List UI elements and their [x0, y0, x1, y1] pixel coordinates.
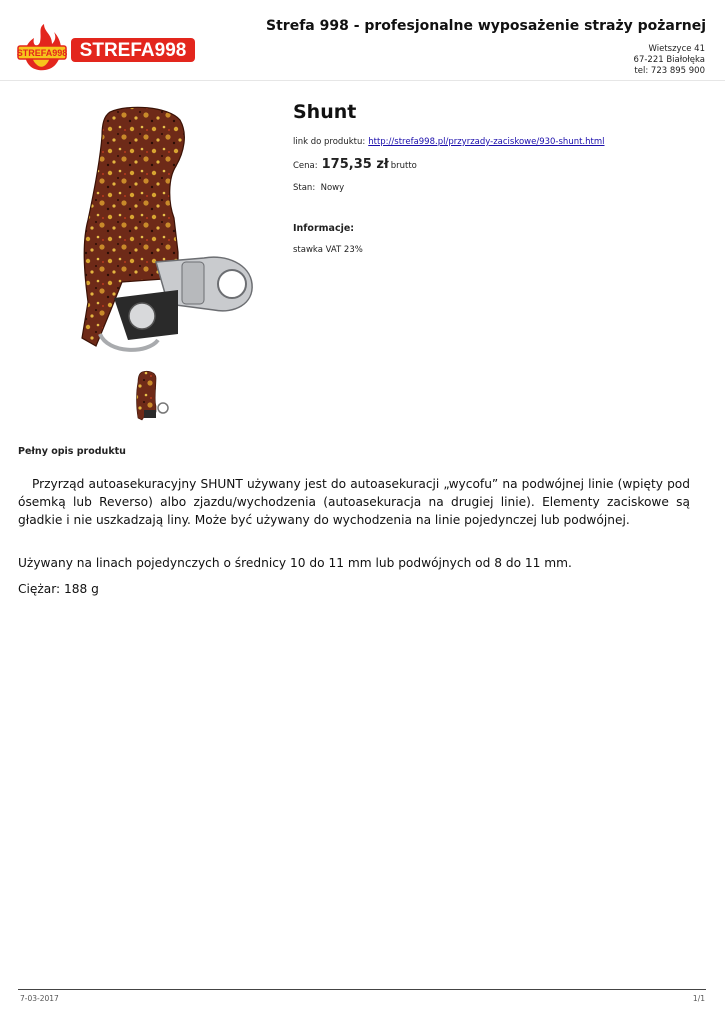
page-header: [0, 0, 725, 81]
description-heading: Pełny opis produktu: [18, 446, 126, 457]
price-suffix: brutto: [390, 161, 417, 171]
description-paragraph: Przyrząd autoasekuracyjny SHUNT używany jest do autoasekuracji „wycofu” na podwójnej linie (wpięty pod ósemką lub Reverso) albo zjazdu/wychodzenia (autoasekuracja na drugiej linie). Elementy zaciskowe są gładkie i nie uszkadzają liny. Może być używany do wychodzenia na linie pojedynczej lub podwójnej.: [18, 477, 690, 527]
info-heading: Informacje:: [293, 223, 355, 234]
product-image: [18, 102, 274, 360]
product-link-label: link do produktu:: [293, 137, 366, 147]
price-value: 175,35 zł: [321, 157, 389, 172]
svg-text:STREFA998: STREFA998: [79, 40, 187, 61]
product-title: Shunt: [293, 101, 357, 123]
footer-date: 7-03-2017: [20, 994, 59, 1003]
product-thumbnail[interactable]: [132, 370, 170, 422]
address-city: 67-221 Białołęka: [633, 55, 705, 65]
address-phone: tel: 723 895 900: [634, 66, 705, 76]
condition-value: Nowy: [320, 183, 345, 193]
condition-label: Stan:: [293, 183, 316, 193]
description-paragraph: Używany na linach pojedynczych o średnicy 10 do 11 mm lub podwójnych od 8 do 11 mm.: [18, 556, 572, 570]
svg-text:STREFA998: STREFA998: [16, 48, 68, 58]
site-title: Strefa 998 - profesjonalne wyposażenie straży pożarnej: [266, 18, 706, 34]
product-link[interactable]: http://strefa998.pl/przyrzady-zaciskowe/930-shunt.html: [368, 137, 605, 147]
vat-rate: stawka VAT 23%: [293, 245, 363, 255]
strefa998-logo: [16, 22, 198, 74]
price-label: Cena:: [293, 161, 318, 171]
address-street: Wietszyce 41: [648, 44, 705, 54]
product-link-row: [293, 137, 605, 147]
condition-row: [293, 183, 344, 193]
price-row: [293, 157, 417, 172]
company-address: [634, 44, 705, 77]
footer-divider: [18, 989, 706, 990]
footer-page-number: 1/1: [692, 994, 705, 1003]
description-weight: Ciężar: 188 g: [18, 582, 99, 596]
